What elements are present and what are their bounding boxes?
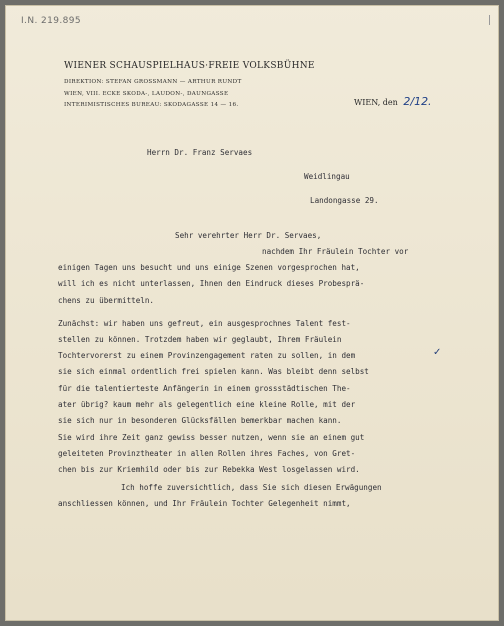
body-line: geleiteten Provinztheater in allen Rollen ihres Faches, von Gret-	[58, 449, 356, 458]
body-line: für die talentierteste Anfängerin in einem grossstädtischen The-	[58, 384, 351, 393]
letter-page	[5, 5, 499, 621]
body-line: chen bis zur Kriemhild oder bis zur Rebekka West losgelassen wird.	[58, 465, 360, 474]
body-line: Zunächst: wir haben uns gefreut, ein ausgesprochnes Talent fest-	[58, 319, 351, 328]
archive-number: I.N. 219.895	[21, 16, 81, 26]
letterhead-address: WIEN, VIII. ECKE SKODA-, LAUDON-, DAUNGASSE	[64, 90, 229, 97]
recipient-town: Weidlingau	[304, 172, 350, 181]
body-line: will ich es nicht unterlassen, Ihnen den Eindruck dieses Probesprä-	[58, 279, 365, 288]
body-line: stellen zu können. Trotzdem haben wir geglaubt, Ihrem Fräulein	[58, 335, 342, 344]
body-line: einigen Tagen uns besucht und uns einige Szenen vorgesprochen hat,	[58, 263, 360, 272]
recipient-name: Herrn Dr. Franz Servaes	[147, 148, 253, 157]
dateline-handwritten-date: 2/12.	[403, 95, 432, 108]
letterhead-title: WIENER SCHAUSPIELHAUS·FREIE VOLKSBÜHNE	[64, 61, 315, 71]
recipient-street: Landongasse 29.	[310, 196, 379, 205]
dateline-printed: WIEN, den	[354, 98, 398, 107]
body-line: sie sich einmal ordentlich frei spielen kann. Was bleibt denn selbst	[58, 367, 369, 376]
letterhead	[64, 61, 315, 112]
body-line: Sie wird ihre Zeit ganz gewiss besser nutzen, wenn sie an einem gut	[58, 433, 365, 442]
dateline	[354, 95, 432, 108]
letterhead-bureau: INTERIMISTISCHES BUREAU: SKODAGASSE 14 — 16.	[64, 102, 239, 108]
corner-mark	[483, 15, 490, 25]
body-line: chens zu übermitteln.	[58, 296, 155, 305]
letterhead-direction: DIREKTION: STEFAN GROSSMANN — ARTHUR RUNDT	[64, 79, 242, 85]
body-line: Ich hoffe zuversichtlich, dass Sie sich diesen Erwägungen	[121, 483, 382, 492]
body-line: sie sich nur in besonderen Glücksfällen bemerkbar machen kann.	[58, 416, 342, 425]
pen-correction-mark: ✓	[433, 347, 442, 358]
salutation: Sehr verehrter Herr Dr. Servaes,	[175, 231, 322, 240]
body-line: nachdem Ihr Fräulein Tochter vor	[262, 247, 409, 256]
body-line: ater übrig? kaum mehr als gelegentlich eine kleine Rolle, mit der	[58, 400, 356, 409]
body-line: Tochtervorerst zu einem Provinzengagement raten zu sollen, in dem	[58, 351, 356, 360]
body-line: anschliessen können, und Ihr Fräulein Tochter Gelegenheit nimmt,	[58, 499, 351, 508]
